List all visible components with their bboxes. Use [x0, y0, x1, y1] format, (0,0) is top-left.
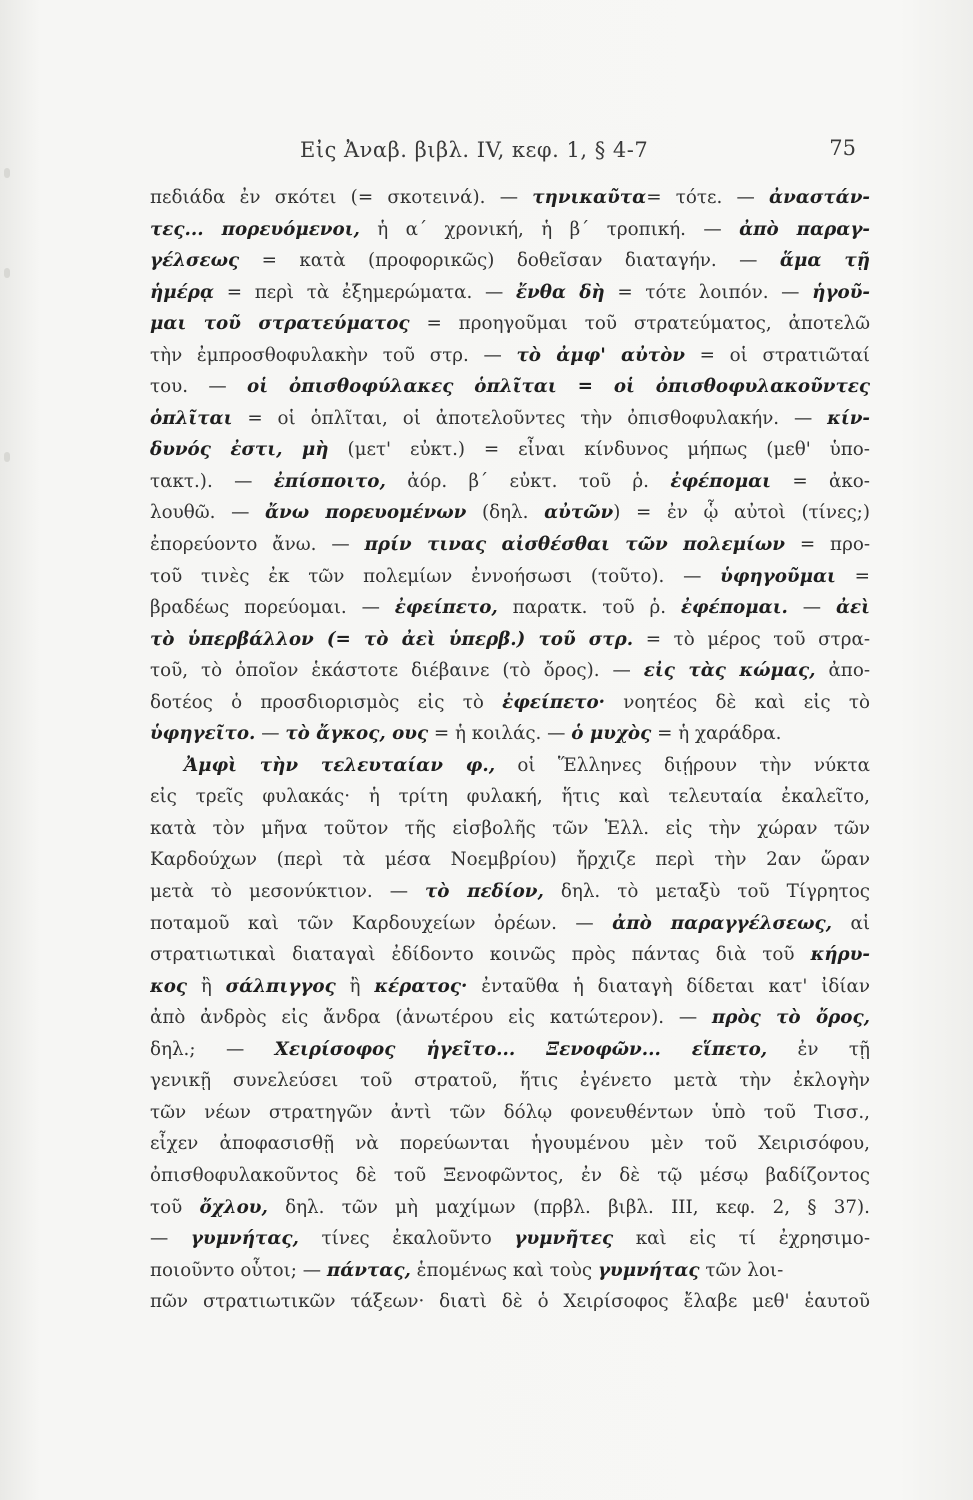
gloss-text: — [150, 1228, 191, 1250]
text-line [150, 1002, 870, 1034]
text-line [150, 844, 870, 876]
text-line [150, 340, 870, 372]
lemma: κος [150, 975, 188, 997]
gloss-text: = οἱ ὁπλῖται, οἱ ἀποτελοῦντες τὴν ὀπισθοφυλακήν. — [232, 407, 828, 429]
gloss-text: = περὶ τὰ ἐξημερώματα. — [214, 281, 516, 303]
gloss-text: μετὰ τὸ μεσονύκτιον. — [150, 881, 425, 903]
lemma: μαι τοῦ στρατεύματος [150, 313, 410, 335]
lemma: γέλσεως [150, 250, 240, 272]
text-line [150, 308, 870, 340]
lemma: ὑφηγεῖτο. [150, 723, 256, 745]
lemma: πάντας, [326, 1259, 411, 1281]
lemma: γυμνῆτες [514, 1228, 614, 1250]
text-line [150, 182, 870, 214]
lemma: πρὸς τὸ ὄρος, [711, 1007, 870, 1029]
lemma: ὄχλου, [199, 1196, 268, 1218]
lemma: κήρυ- [810, 944, 870, 966]
gloss-text: τοῦ [150, 1196, 200, 1218]
gloss-text: δηλ. τῶν μὴ μαχίμων (πρβλ. βιβλ. III, κεφ. 2, § 37). [267, 1196, 870, 1218]
gloss-text: = προ- [784, 534, 870, 556]
text-line [150, 1160, 870, 1192]
lemma: ἀπὸ παραγ- [739, 218, 870, 240]
gloss-text: Καρδούχων (περὶ τὰ μέσα Νοεμβρίου) ἤρχιζε περὶ τὴν 2αν ὥραν [150, 849, 870, 871]
text-line [150, 1223, 870, 1255]
gloss-text: — [787, 597, 836, 619]
gloss-text: ἐν τῇ [767, 1038, 870, 1060]
gloss-text: τοῦ τινὲς ἐκ τῶν πολεμίων ἐννοήσωσι (τοῦτο). — [150, 565, 721, 587]
gloss-text: = προηγοῦμαι τοῦ στρατεύματος, ἀποτελῶ [409, 313, 870, 335]
lemma: γυμνήτας, [190, 1228, 299, 1250]
lemma: πρίν τινας αἰσθέσθαι τῶν πολεμίων [364, 534, 785, 556]
gloss-text: = [835, 565, 870, 587]
gloss-text: λουθῶ. — [150, 502, 265, 524]
lemma: ἀπὸ παραγγέλσεως, [612, 912, 833, 934]
text-line [150, 1097, 870, 1129]
commentary-body [150, 182, 870, 1318]
gloss-text: οἱ Ἕλληνες διῄρουν τὴν νύκτα [495, 754, 870, 776]
lemma: τὸ ἄγκος, ους [285, 723, 429, 745]
text-line [150, 466, 870, 498]
gloss-text: κατὰ τὸν μῆνα τοῦτον τῆς εἰσβολῆς τῶν Ἑλλ. εἰς τὴν χώραν τῶν [150, 817, 870, 839]
gloss-text: ) = ἐν ᾧ αὐτοὶ (τίνες;) [613, 502, 870, 524]
gloss-text: ἡ α΄ χρονική, ἡ β΄ τροπική. — [359, 218, 740, 240]
gloss-text: δοτέος ὁ προσδιορισμὸς εἰς τὸ [150, 691, 503, 713]
text-line [150, 939, 870, 971]
gloss-text: = ἡ κοιλάς. — [428, 723, 572, 745]
text-line [150, 1065, 870, 1097]
text-line [150, 403, 870, 435]
gloss-text: τῶν νέων στρατηγῶν ἀντὶ τῶν δόλῳ φονευθέντων ὑπὸ τοῦ Τισσ., [150, 1101, 870, 1123]
text-line [150, 750, 870, 782]
gloss-text: ἐπορεύοντο ἄνω. — [150, 534, 365, 556]
gloss-text: (μετ' εὐκτ.) = εἶναι κίνδυνος μήπως (μεθ' ὑπο- [328, 439, 870, 461]
gloss-text: δηλ.; — [150, 1038, 275, 1060]
lemma: ἀναστάν- [769, 187, 870, 208]
gloss-text: ποιοῦντο οὗτοι; — [150, 1259, 327, 1281]
gloss-text: τὴν ἐμπροσθοφυλακὴν τοῦ στρ. — [150, 344, 517, 366]
gloss-text: εἰς τρεῖς φυλακάς· ἡ τρίτη φυλακή, ἥτις καὶ τελευταία ἐκαλεῖτο, [150, 786, 870, 808]
lemma: ἡγοῦ- [812, 281, 870, 303]
text-line [150, 529, 870, 561]
lemma: ἐφείπετο· [502, 691, 606, 713]
lemma: τηνικαῦτα [532, 187, 647, 208]
lemma: ἡμέρᾳ [150, 281, 215, 303]
gloss-text: = ἀκο- [771, 470, 870, 492]
lemma: κίν- [827, 407, 870, 429]
text-line [150, 1192, 870, 1224]
gloss-text: αἱ [832, 912, 870, 934]
gloss-text: γενικῇ συνελεύσει τοῦ στρατοῦ, ἥτις ἐγένετο μετὰ τὴν ἐκλογὴν [150, 1070, 870, 1092]
gloss-text: = τότε. — [646, 187, 770, 208]
gloss-text: (δηλ. [466, 502, 545, 524]
text-line [150, 687, 870, 719]
gloss-text: ποταμοῦ καὶ τῶν Καρδουχείων ὀρέων. — [150, 912, 613, 934]
lemma: γυμνήτας [597, 1259, 700, 1281]
text-line [150, 277, 870, 309]
text-line [150, 434, 870, 466]
scan-artifact [4, 168, 10, 178]
text-line [150, 813, 870, 845]
gloss-text: πεδιάδα ἐν σκότει (= σκοτεινά). — [150, 187, 533, 208]
scan-artifact [4, 268, 10, 278]
lemma: αὐτῶν [544, 502, 614, 524]
lemma: ἐπίσποιτο, [273, 470, 386, 492]
gloss-text: εἶχεν ἀποφασισθῇ νὰ πορεύωνται ἡγουμένου μὲν τοῦ Χειρισόφου, [150, 1133, 870, 1155]
gloss-text: = τὸ μέρος τοῦ στρα- [633, 628, 870, 650]
text-line [150, 245, 870, 277]
text-line [150, 624, 870, 656]
gloss-text: = κατὰ (προφορικῶς) δοθεῖσαν διαταγήν. — [239, 250, 780, 272]
text-line [150, 718, 870, 750]
gloss-text: = οἱ στρατιῶταί [684, 344, 870, 366]
gloss-text: καὶ εἰς τί ἐχρησιμο- [613, 1228, 870, 1250]
text-line [150, 371, 870, 403]
lemma: τὸ πεδίον, [425, 881, 544, 903]
lemma: ἐφέπομαι. [680, 597, 788, 619]
text-line [150, 655, 870, 687]
lemma: τὸ ὑπερβάλλον (= τὸ ἀεὶ ὑπερβ.) τοῦ στρ. [150, 628, 634, 650]
lemma: ἄνω πορευομένων [264, 502, 467, 524]
lemma: Χειρίσοφος ἡγεῖτο... Ξενοφῶν... εἵπετο, [274, 1038, 768, 1060]
lemma: ἐφείπετο, [394, 597, 498, 619]
gloss-text: παρατκ. τοῦ ῥ. [497, 597, 681, 619]
gloss-text: ἐνταῦθα ἡ διαταγὴ δίδεται κατ' ἰδίαν [467, 975, 870, 997]
text-line [150, 214, 870, 246]
lemma: κέρατος· [374, 975, 468, 997]
scan-artifact [4, 452, 10, 462]
lemma: σάλπιγγος [225, 975, 336, 997]
gloss-text: βραδέως πορεύομαι. — [150, 597, 395, 619]
text-line [150, 908, 870, 940]
lemma: ἐφέπομαι [670, 470, 771, 492]
gloss-text: = τότε λοιπόν. — [604, 281, 813, 303]
lemma: ἅμα τῇ [779, 250, 870, 272]
lemma: δυνός ἐστι, μὴ [150, 439, 329, 461]
text-line [150, 1255, 870, 1287]
gloss-text: πῶν στρατιωτικῶν τάξεων· διατὶ δὲ ὁ Χειρίσοφος ἔλαβε μεθ' ἑαυτοῦ [150, 1291, 870, 1313]
lemma: ἀεὶ [835, 597, 870, 619]
running-head: Εἰς Ἀναβ. βιβλ. IV, κεφ. 1, § 4-7 [300, 138, 649, 162]
gloss-text: ἀπο- [815, 660, 870, 682]
lemma: ὁπλῖται [150, 407, 233, 429]
text-line [150, 876, 870, 908]
text-line [150, 781, 870, 813]
lemma: εἰς τὰς κώμας, [643, 660, 816, 682]
text-line [150, 1286, 870, 1318]
gloss-text: του. — [150, 376, 248, 398]
gloss-text: ἀπὸ ἀνδρὸς εἰς ἄνδρα (ἀνωτέρου εἰς κατώτερον). — [150, 1007, 712, 1029]
gloss-text: ἑπομένως καὶ τοὺς [410, 1259, 598, 1281]
lemma: τες... πορευόμενοι, [150, 218, 360, 240]
text-line [150, 592, 870, 624]
gloss-text: = ἡ χαράδρα. [651, 723, 782, 745]
gloss-text: δηλ. τὸ μεταξὺ τοῦ Τίγρητος [543, 881, 870, 903]
gloss-text: — [255, 723, 286, 745]
gloss-text: νοητέος δὲ καὶ εἰς τὸ [605, 691, 870, 713]
lemma: ἔνθα δὴ [515, 281, 605, 303]
gloss-text: ὀπισθοφυλακοῦντος δὲ τοῦ Ξενοφῶντος, ἐν δὲ τῷ μέσῳ βαδίζοντος [150, 1164, 870, 1186]
text-line [150, 561, 870, 593]
gloss-text: τακτ.). — [150, 470, 274, 492]
lemma: οἱ ὀπισθοφύλακες ὁπλῖται = οἱ ὀπισθοφυλακοῦντες [247, 376, 870, 398]
gloss-text: τοῦ, τὸ ὁποῖον ἑκάστοτε διέβαινε (τὸ ὄρος). — [150, 660, 644, 682]
gloss-text: ἀόρ. β΄ εὐκτ. τοῦ ῥ. [385, 470, 671, 492]
text-line [150, 971, 870, 1003]
gloss-text: τίνες ἐκαλοῦντο [298, 1228, 515, 1250]
lemma: ὁ μυχὸς [571, 723, 652, 745]
lemma: τὸ ἀμφ' αὐτὸν [516, 344, 685, 366]
gloss-text: ἢ [335, 975, 375, 997]
lemma: Ἀμφὶ τὴν τελευταίαν φ., [184, 754, 496, 776]
page-number: 75 [829, 136, 856, 160]
lemma: ὑφηγοῦμαι [720, 565, 836, 587]
text-line [150, 1034, 870, 1066]
text-line [150, 497, 870, 529]
gloss-text: τῶν λοι- [699, 1259, 784, 1281]
gloss-text: στρατιωτικαὶ διαταγαὶ ἐδίδοντο κοινῶς πρὸς πάντας διὰ τοῦ [150, 944, 811, 966]
gloss-text: ἢ [187, 975, 226, 997]
text-line [150, 1128, 870, 1160]
